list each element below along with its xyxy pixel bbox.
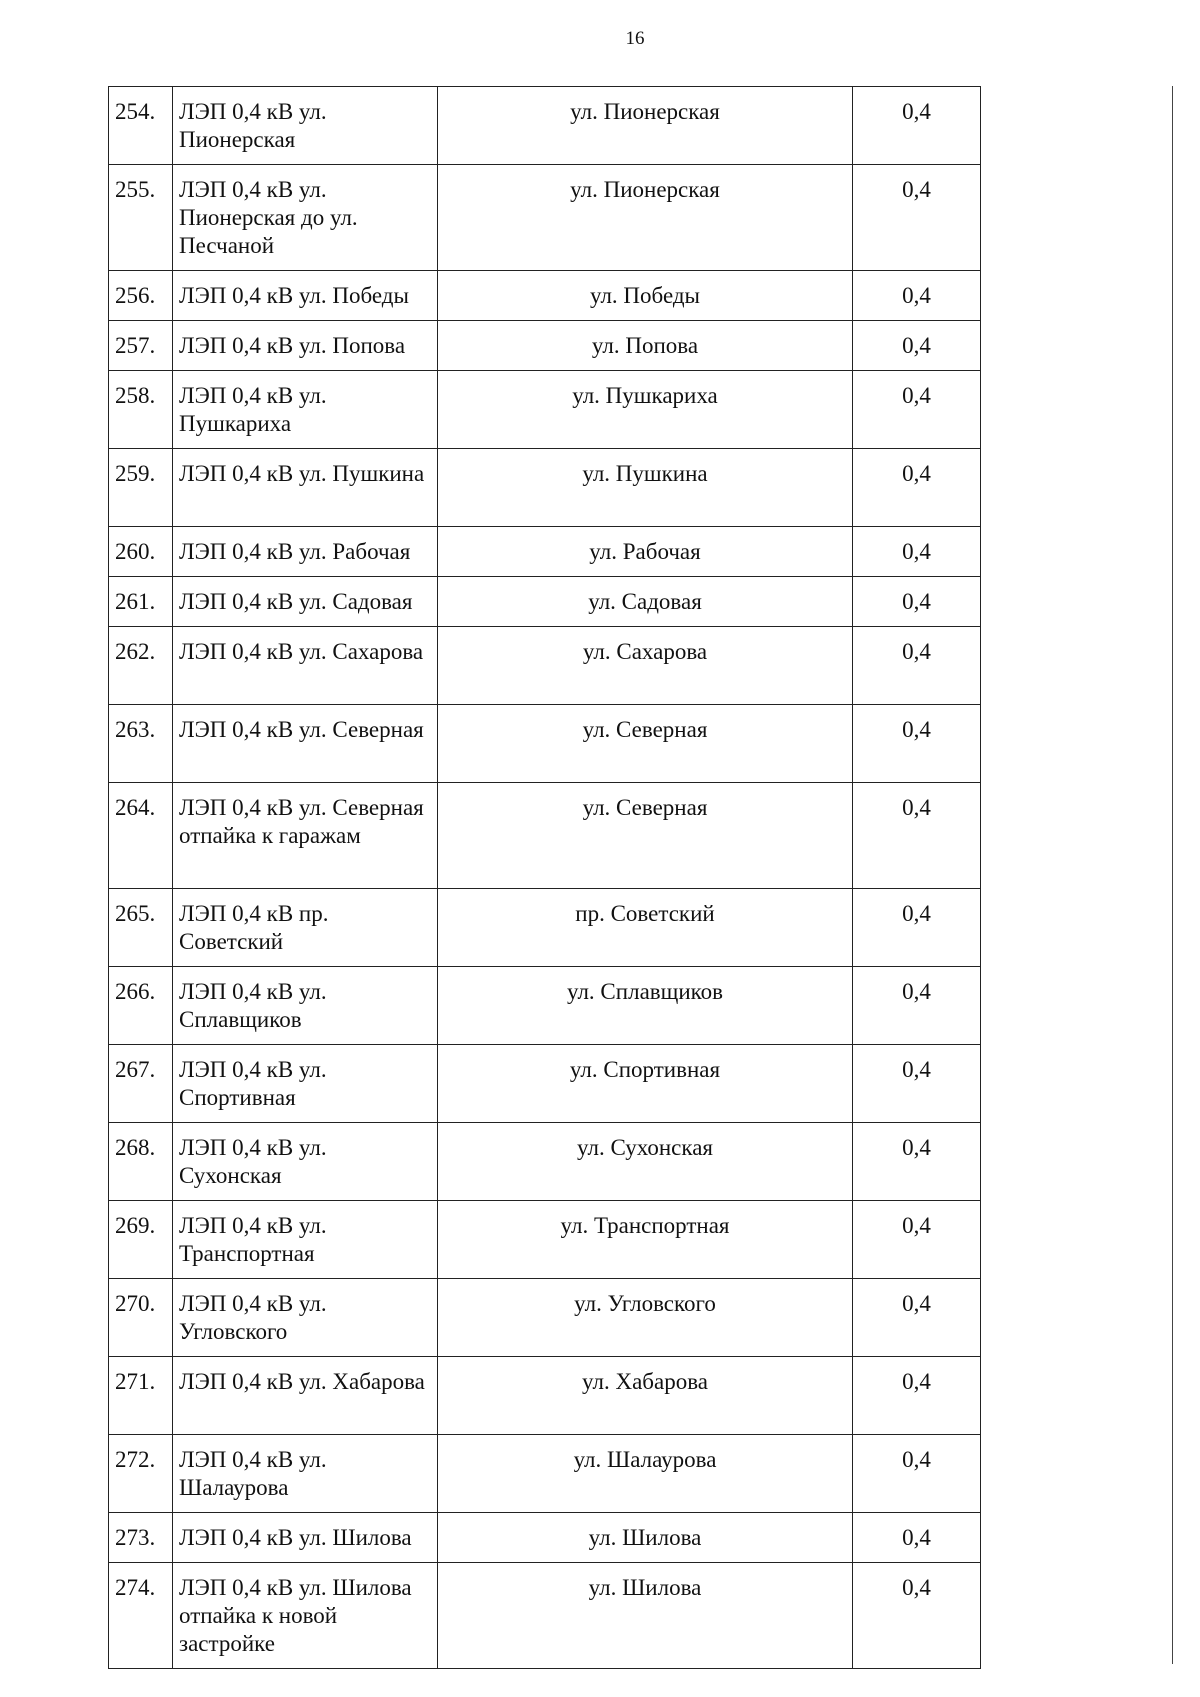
line-name: ЛЭП 0,4 кВ ул. Пушкина	[173, 449, 438, 527]
table-row	[109, 1563, 981, 1669]
line-name: ЛЭП 0,4 кВ ул. Сухонская	[173, 1123, 438, 1201]
voltage-value: 0,4	[853, 449, 981, 527]
row-number: 269.	[109, 1201, 173, 1279]
line-location: ул. Северная	[438, 783, 853, 889]
table-row	[109, 271, 981, 321]
voltage-value: 0,4	[853, 889, 981, 967]
table-row	[109, 577, 981, 627]
table-row	[109, 1513, 981, 1563]
line-location: ул. Угловского	[438, 1279, 853, 1357]
voltage-value: 0,4	[853, 271, 981, 321]
voltage-value: 0,4	[853, 967, 981, 1045]
row-number: 265.	[109, 889, 173, 967]
row-number: 272.	[109, 1435, 173, 1513]
line-name: ЛЭП 0,4 кВ ул. Пионерская до ул. Песчаной	[173, 165, 438, 271]
line-location: ул. Спортивная	[438, 1045, 853, 1123]
line-name: ЛЭП 0,4 кВ ул. Попова	[173, 321, 438, 371]
line-name: ЛЭП 0,4 кВ ул. Северная отпайка к гаражам	[173, 783, 438, 889]
table-row	[109, 165, 981, 271]
voltage-value: 0,4	[853, 87, 981, 165]
row-number: 260.	[109, 527, 173, 577]
line-name: ЛЭП 0,4 кВ ул. Северная	[173, 705, 438, 783]
page-edge-rule	[1172, 86, 1173, 1664]
row-number: 255.	[109, 165, 173, 271]
table-row	[109, 321, 981, 371]
row-number: 259.	[109, 449, 173, 527]
line-name: ЛЭП 0,4 кВ ул. Победы	[173, 271, 438, 321]
line-name: ЛЭП 0,4 кВ ул. Транспортная	[173, 1201, 438, 1279]
table-row	[109, 1357, 981, 1435]
page-number: 16	[625, 28, 645, 49]
row-number: 274.	[109, 1563, 173, 1669]
line-location: ул. Транспортная	[438, 1201, 853, 1279]
line-location: ул. Пушкариха	[438, 371, 853, 449]
voltage-value: 0,4	[853, 527, 981, 577]
voltage-value: 0,4	[853, 577, 981, 627]
line-location: ул. Победы	[438, 271, 853, 321]
power-line-table	[108, 86, 981, 1669]
row-number: 262.	[109, 627, 173, 705]
line-name: ЛЭП 0,4 кВ ул. Садовая	[173, 577, 438, 627]
line-name: ЛЭП 0,4 кВ ул. Спортивная	[173, 1045, 438, 1123]
line-location: ул. Сухонская	[438, 1123, 853, 1201]
line-location: ул. Садовая	[438, 577, 853, 627]
line-location: ул. Пушкина	[438, 449, 853, 527]
table-row	[109, 1123, 981, 1201]
table-row	[109, 1279, 981, 1357]
line-name: ЛЭП 0,4 кВ ул. Шалаурова	[173, 1435, 438, 1513]
row-number: 268.	[109, 1123, 173, 1201]
row-number: 266.	[109, 967, 173, 1045]
line-name: ЛЭП 0,4 кВ ул. Шилова	[173, 1513, 438, 1563]
voltage-value: 0,4	[853, 1279, 981, 1357]
voltage-value: 0,4	[853, 321, 981, 371]
voltage-value: 0,4	[853, 705, 981, 783]
line-location: пр. Советский	[438, 889, 853, 967]
voltage-value: 0,4	[853, 371, 981, 449]
table-row	[109, 87, 981, 165]
voltage-value: 0,4	[853, 1123, 981, 1201]
line-location: ул. Северная	[438, 705, 853, 783]
table-row	[109, 371, 981, 449]
table-row	[109, 705, 981, 783]
row-number: 261.	[109, 577, 173, 627]
voltage-value: 0,4	[853, 165, 981, 271]
row-number: 257.	[109, 321, 173, 371]
line-location: ул. Попова	[438, 321, 853, 371]
row-number: 254.	[109, 87, 173, 165]
voltage-value: 0,4	[853, 1201, 981, 1279]
voltage-value: 0,4	[853, 1435, 981, 1513]
table-row	[109, 449, 981, 527]
line-name: ЛЭП 0,4 кВ ул. Пушкариха	[173, 371, 438, 449]
row-number: 271.	[109, 1357, 173, 1435]
table-row	[109, 889, 981, 967]
line-location: ул. Хабарова	[438, 1357, 853, 1435]
table-row	[109, 527, 981, 577]
table-row	[109, 783, 981, 889]
row-number: 258.	[109, 371, 173, 449]
table-body	[109, 87, 981, 1669]
row-number: 270.	[109, 1279, 173, 1357]
row-number: 256.	[109, 271, 173, 321]
row-number: 273.	[109, 1513, 173, 1563]
line-name: ЛЭП 0,4 кВ ул. Пионерская	[173, 87, 438, 165]
line-location: ул. Шилова	[438, 1513, 853, 1563]
line-name: ЛЭП 0,4 кВ ул. Рабочая	[173, 527, 438, 577]
voltage-value: 0,4	[853, 1563, 981, 1669]
table-row	[109, 1045, 981, 1123]
table-row	[109, 1435, 981, 1513]
line-location: ул. Шилова	[438, 1563, 853, 1669]
line-name: ЛЭП 0,4 кВ ул. Хабарова	[173, 1357, 438, 1435]
table-row	[109, 627, 981, 705]
line-location: ул. Шалаурова	[438, 1435, 853, 1513]
row-number: 263.	[109, 705, 173, 783]
table-row	[109, 967, 981, 1045]
line-name: ЛЭП 0,4 кВ пр. Советский	[173, 889, 438, 967]
line-name: ЛЭП 0,4 кВ ул. Угловского	[173, 1279, 438, 1357]
line-location: ул. Сплавщиков	[438, 967, 853, 1045]
line-name: ЛЭП 0,4 кВ ул. Сплавщиков	[173, 967, 438, 1045]
voltage-value: 0,4	[853, 1513, 981, 1563]
voltage-value: 0,4	[853, 783, 981, 889]
line-location: ул. Сахарова	[438, 627, 853, 705]
line-name: ЛЭП 0,4 кВ ул. Шилова отпайка к новой застройке	[173, 1563, 438, 1669]
line-location: ул. Пионерская	[438, 87, 853, 165]
line-location: ул. Пионерская	[438, 165, 853, 271]
voltage-value: 0,4	[853, 627, 981, 705]
voltage-value: 0,4	[853, 1357, 981, 1435]
line-location: ул. Рабочая	[438, 527, 853, 577]
table-row	[109, 1201, 981, 1279]
voltage-value: 0,4	[853, 1045, 981, 1123]
row-number: 267.	[109, 1045, 173, 1123]
line-name: ЛЭП 0,4 кВ ул. Сахарова	[173, 627, 438, 705]
row-number: 264.	[109, 783, 173, 889]
